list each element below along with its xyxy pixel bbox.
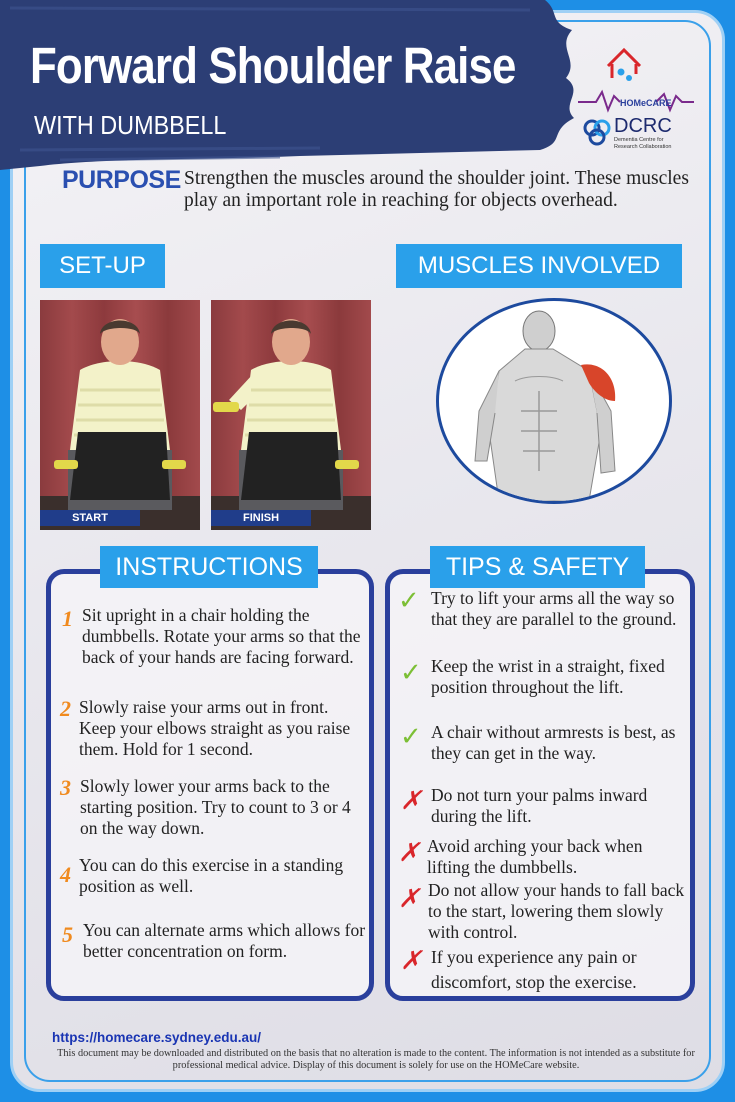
svg-text:HOMeCARE: HOMeCARE bbox=[620, 98, 672, 108]
tip-text: Do not allow your hands to fall back to the start, lowering them slowly with control. bbox=[428, 880, 685, 942]
setup-heading: SET-UP bbox=[40, 244, 165, 288]
tips-heading: TIPS & SAFETY bbox=[430, 546, 645, 588]
step-text: Sit upright in a chair holding the dumbbells. Rotate your arms so that the back of your hands are facing forward. bbox=[82, 605, 361, 667]
tip-text: If you experience any pain or discomfort, stop the exercise. bbox=[431, 947, 637, 992]
tip-text: Avoid arching your back when lifting the dumbbells. bbox=[427, 836, 643, 877]
tip-text: Do not turn your palms inward during the lift. bbox=[431, 785, 648, 826]
instructions-heading: INSTRUCTIONS bbox=[100, 546, 318, 588]
homecare-logo bbox=[576, 44, 696, 154]
disclaimer-text: This document may be downloaded and distributed on the basis that no alteration is made to the content. The information is not intended as a substitute for professional medical advice. Display of this document is solely for use on the HOMeCare website. bbox=[57, 1048, 695, 1071]
start-label: START bbox=[40, 510, 140, 526]
tip-text: Try to lift your arms all the way so that they are parallel to the ground. bbox=[431, 588, 677, 629]
finish-label: FINISH bbox=[211, 510, 311, 526]
svg-text:Research Collaboration: Research Collaboration bbox=[614, 144, 672, 150]
cross-icon: ✗ bbox=[398, 884, 420, 913]
start-position-photo bbox=[40, 300, 200, 530]
step-text: You can alternate arms which allows for better concentration on form. bbox=[83, 920, 366, 961]
step-number: 5 bbox=[62, 922, 73, 947]
step-text: Slowly raise your arms out in front. Keep your elbows straight as you raise them. Hold for 1 second. bbox=[79, 697, 351, 759]
finish-position-photo bbox=[211, 300, 371, 530]
step-text: You can do this exercise in a standing position as well. bbox=[79, 855, 344, 896]
tip-text: Keep the wrist in a straight, fixed position throughout the lift. bbox=[431, 656, 665, 697]
svg-text:DCRC: DCRC bbox=[614, 115, 672, 137]
partner-logos bbox=[576, 44, 696, 154]
step-number: 2 bbox=[60, 696, 71, 721]
purpose-text: Strengthen the muscles around the shoulder joint. These muscles play an important role in reaching for objects overhead. bbox=[184, 168, 689, 211]
step-number: 1 bbox=[62, 606, 73, 631]
step-number: 4 bbox=[60, 862, 71, 887]
muscles-heading: MUSCLES INVOLVED bbox=[396, 244, 682, 288]
checkmark-icon: ✓ bbox=[400, 658, 422, 687]
cross-icon: ✗ bbox=[400, 786, 422, 815]
website-link[interactable]: https://homecare.sydney.edu.au/ bbox=[52, 1030, 262, 1045]
checkmark-icon: ✓ bbox=[400, 722, 422, 751]
page-title: Forward Shoulder Raise bbox=[30, 37, 516, 94]
checkmark-icon: ✓ bbox=[398, 586, 420, 615]
page-subtitle: WITH DUMBBELL bbox=[34, 110, 227, 140]
muscle-diagram bbox=[436, 298, 672, 504]
cross-icon: ✗ bbox=[398, 838, 420, 867]
svg-text:Dementia Centre for: Dementia Centre for bbox=[614, 137, 664, 143]
step-text: Slowly lower your arms back to the starting position. Try to count to 3 or 4 on the way down. bbox=[80, 776, 351, 838]
step-number: 3 bbox=[60, 775, 71, 800]
tip-text: A chair without armrests is best, as they can get in the way. bbox=[431, 722, 676, 763]
cross-icon: ✗ bbox=[400, 946, 422, 975]
purpose-label: PURPOSE bbox=[62, 166, 181, 194]
